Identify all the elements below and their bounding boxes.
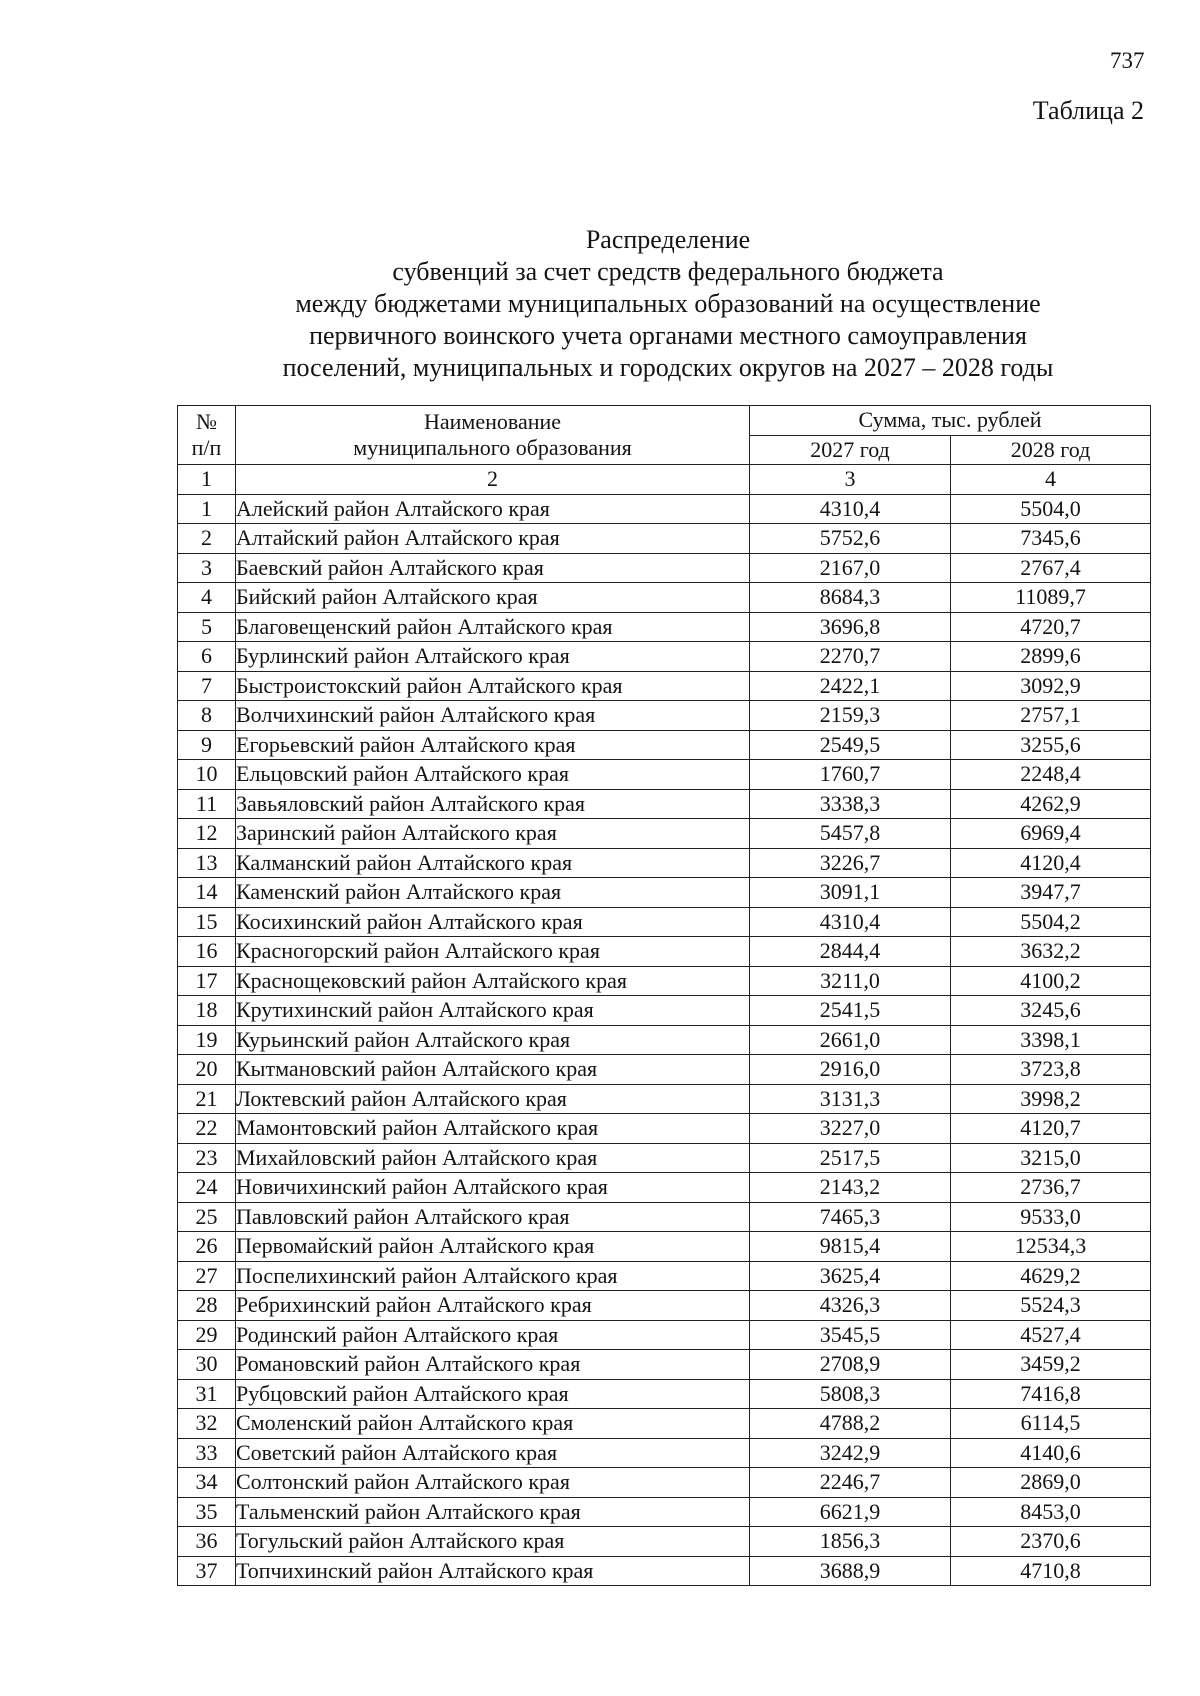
amount-2028-cell: 3459,2 [951, 1350, 1151, 1380]
amount-2027-cell: 2143,2 [750, 1173, 951, 1203]
amount-2028-cell: 6969,4 [951, 819, 1151, 849]
table-row [178, 937, 1151, 967]
municipality-name-cell: Родинский район Алтайского края [236, 1320, 750, 1350]
table-row [178, 760, 1151, 790]
table-header [178, 406, 1151, 495]
municipality-name-cell: Павловский район Алтайского края [236, 1202, 750, 1232]
municipality-name-cell: Кытмановский район Алтайского края [236, 1055, 750, 1085]
header-year-2027: 2027 год [750, 435, 951, 465]
amount-2027-cell: 4310,4 [750, 907, 951, 937]
amount-2028-cell: 4120,4 [951, 848, 1151, 878]
row-number-cell: 35 [178, 1497, 236, 1527]
amount-2027-cell: 3242,9 [750, 1438, 951, 1468]
amount-2028-cell: 7345,6 [951, 524, 1151, 554]
amount-2027-cell: 3227,0 [750, 1114, 951, 1144]
municipality-name-cell: Калманский район Алтайского края [236, 848, 750, 878]
amount-2028-cell: 4710,8 [951, 1556, 1151, 1586]
amount-2027-cell: 2159,3 [750, 701, 951, 731]
table-row [178, 819, 1151, 849]
amount-2028-cell: 7416,8 [951, 1379, 1151, 1409]
municipality-name-cell: Поспелихинский район Алтайского края [236, 1261, 750, 1291]
amount-2028-cell: 4527,4 [951, 1320, 1151, 1350]
municipality-name-cell: Краснощековский район Алтайского края [236, 966, 750, 996]
distribution-table [177, 405, 1151, 1586]
table-row [178, 996, 1151, 1026]
amount-2028-cell: 3947,7 [951, 878, 1151, 908]
amount-2028-cell: 3998,2 [951, 1084, 1151, 1114]
municipality-name-cell: Ельцовский район Алтайского края [236, 760, 750, 790]
row-number-cell: 23 [178, 1143, 236, 1173]
amount-2027-cell: 3338,3 [750, 789, 951, 819]
amount-2027-cell: 2708,9 [750, 1350, 951, 1380]
row-number-cell: 16 [178, 937, 236, 967]
municipality-name-cell: Косихинский район Алтайского края [236, 907, 750, 937]
row-number-cell: 7 [178, 671, 236, 701]
row-number-cell: 29 [178, 1320, 236, 1350]
page-number: 737 [1110, 48, 1145, 73]
row-number-cell: 5 [178, 612, 236, 642]
amount-2028-cell: 11089,7 [951, 583, 1151, 613]
table-row [178, 848, 1151, 878]
amount-2028-cell: 4100,2 [951, 966, 1151, 996]
row-number-cell: 1 [178, 494, 236, 524]
municipality-name-cell: Локтевский район Алтайского края [236, 1084, 750, 1114]
row-number-cell: 13 [178, 848, 236, 878]
municipality-name-cell: Михайловский район Алтайского края [236, 1143, 750, 1173]
row-number-cell: 24 [178, 1173, 236, 1203]
row-number-cell: 36 [178, 1527, 236, 1557]
header-name-line1: Наименование [423, 409, 562, 434]
municipality-name-cell: Советский район Алтайского края [236, 1438, 750, 1468]
row-number-cell: 30 [178, 1350, 236, 1380]
amount-2027-cell: 2661,0 [750, 1025, 951, 1055]
table-row [178, 966, 1151, 996]
amount-2028-cell: 4120,7 [951, 1114, 1151, 1144]
row-number-cell: 3 [178, 553, 236, 583]
table-row [178, 1084, 1151, 1114]
amount-2027-cell: 9815,4 [750, 1232, 951, 1262]
amount-2028-cell: 9533,0 [951, 1202, 1151, 1232]
amount-2028-cell: 8453,0 [951, 1497, 1151, 1527]
municipality-name-cell: Заринский район Алтайского края [236, 819, 750, 849]
amount-2028-cell: 2869,0 [951, 1468, 1151, 1498]
amount-2027-cell: 7465,3 [750, 1202, 951, 1232]
table-row [178, 1409, 1151, 1439]
municipality-name-cell: Первомайский район Алтайского края [236, 1232, 750, 1262]
title-line: субвенций за счет средств федерального бюджета [392, 257, 944, 286]
table-row [178, 494, 1151, 524]
table-row [178, 1143, 1151, 1173]
municipality-name-cell: Смоленский район Алтайского края [236, 1409, 750, 1439]
row-number-cell: 11 [178, 789, 236, 819]
table-row [178, 1025, 1151, 1055]
amount-2028-cell: 6114,5 [951, 1409, 1151, 1439]
row-number-cell: 15 [178, 907, 236, 937]
amount-2028-cell: 2757,1 [951, 701, 1151, 731]
amount-2027-cell: 3688,9 [750, 1556, 951, 1586]
table-row [178, 524, 1151, 554]
row-number-cell: 31 [178, 1379, 236, 1409]
table-row [178, 642, 1151, 672]
amount-2027-cell: 2916,0 [750, 1055, 951, 1085]
table-row [178, 671, 1151, 701]
amount-2027-cell: 1760,7 [750, 760, 951, 790]
table-row [178, 1173, 1151, 1203]
table-row [178, 1497, 1151, 1527]
table-row [178, 701, 1151, 731]
amount-2027-cell: 3211,0 [750, 966, 951, 996]
column-number-cell: 1 [178, 465, 236, 495]
column-number-cell: 4 [951, 465, 1151, 495]
amount-2028-cell: 4629,2 [951, 1261, 1151, 1291]
row-number-cell: 12 [178, 819, 236, 849]
table-row [178, 878, 1151, 908]
row-number-cell: 2 [178, 524, 236, 554]
municipality-name-cell: Ребрихинский район Алтайского края [236, 1291, 750, 1321]
header-number-line1: № [196, 409, 217, 434]
table-row [178, 1114, 1151, 1144]
table-row [178, 553, 1151, 583]
amount-2028-cell: 12534,3 [951, 1232, 1151, 1262]
amount-2028-cell: 2767,4 [951, 553, 1151, 583]
municipality-name-cell: Солтонский район Алтайского края [236, 1468, 750, 1498]
header-number-cell [178, 406, 236, 465]
municipality-name-cell: Тальменский район Алтайского края [236, 1497, 750, 1527]
amount-2028-cell: 3398,1 [951, 1025, 1151, 1055]
amount-2027-cell: 2549,5 [750, 730, 951, 760]
row-number-cell: 32 [178, 1409, 236, 1439]
table-row [178, 1261, 1151, 1291]
municipality-name-cell: Новичихинский район Алтайского края [236, 1173, 750, 1203]
amount-2027-cell: 8684,3 [750, 583, 951, 613]
row-number-cell: 17 [178, 966, 236, 996]
row-number-cell: 21 [178, 1084, 236, 1114]
amount-2027-cell: 4788,2 [750, 1409, 951, 1439]
amount-2028-cell: 3215,0 [951, 1143, 1151, 1173]
table-row [178, 1291, 1151, 1321]
municipality-name-cell: Завьяловский район Алтайского края [236, 789, 750, 819]
amount-2028-cell: 3245,6 [951, 996, 1151, 1026]
table-row [178, 1350, 1151, 1380]
table-row [178, 789, 1151, 819]
municipality-name-cell: Баевский район Алтайского края [236, 553, 750, 583]
amount-2027-cell: 2167,0 [750, 553, 951, 583]
column-number-cell: 3 [750, 465, 951, 495]
amount-2027-cell: 2541,5 [750, 996, 951, 1026]
row-number-cell: 25 [178, 1202, 236, 1232]
municipality-name-cell: Каменский район Алтайского края [236, 878, 750, 908]
row-number-cell: 9 [178, 730, 236, 760]
municipality-name-cell: Курьинский район Алтайского края [236, 1025, 750, 1055]
amount-2027-cell: 4310,4 [750, 494, 951, 524]
amount-2027-cell: 2844,4 [750, 937, 951, 967]
municipality-name-cell: Алтайский район Алтайского края [236, 524, 750, 554]
amount-2027-cell: 2246,7 [750, 1468, 951, 1498]
amount-2028-cell: 4720,7 [951, 612, 1151, 642]
amount-2028-cell: 4140,6 [951, 1438, 1151, 1468]
row-number-cell: 22 [178, 1114, 236, 1144]
row-number-cell: 4 [178, 583, 236, 613]
document-title [0, 224, 1200, 384]
municipality-name-cell: Волчихинский район Алтайского края [236, 701, 750, 731]
header-number-line2: п/п [191, 435, 222, 460]
row-number-cell: 14 [178, 878, 236, 908]
table-row [178, 1556, 1151, 1586]
table-body [178, 494, 1151, 1586]
amount-2028-cell: 3632,2 [951, 937, 1151, 967]
header-name-cell [236, 406, 750, 465]
title-line: первичного воинского учета органами местного самоуправления [309, 321, 1027, 350]
amount-2027-cell: 3131,3 [750, 1084, 951, 1114]
amount-2027-cell: 5457,8 [750, 819, 951, 849]
amount-2028-cell: 4262,9 [951, 789, 1151, 819]
amount-2027-cell: 2422,1 [750, 671, 951, 701]
amount-2027-cell: 5752,6 [750, 524, 951, 554]
table-row [178, 1527, 1151, 1557]
amount-2027-cell: 3091,1 [750, 878, 951, 908]
amount-2028-cell: 3723,8 [951, 1055, 1151, 1085]
amount-2027-cell: 6621,9 [750, 1497, 951, 1527]
amount-2028-cell: 5504,0 [951, 494, 1151, 524]
title-line: Распределение [585, 225, 751, 254]
row-number-cell: 19 [178, 1025, 236, 1055]
table-label: Таблица 2 [1032, 96, 1144, 125]
column-number-cell: 2 [236, 465, 750, 495]
row-number-cell: 26 [178, 1232, 236, 1262]
title-line: между бюджетами муниципальных образований на осуществление [295, 289, 1041, 318]
municipality-name-cell: Алейский район Алтайского края [236, 494, 750, 524]
row-number-cell: 33 [178, 1438, 236, 1468]
table-row [178, 907, 1151, 937]
row-number-cell: 28 [178, 1291, 236, 1321]
amount-2027-cell: 3226,7 [750, 848, 951, 878]
amount-2028-cell: 2370,6 [951, 1527, 1151, 1557]
row-number-cell: 6 [178, 642, 236, 672]
table-row [178, 730, 1151, 760]
amount-2028-cell: 2736,7 [951, 1173, 1151, 1203]
amount-2027-cell: 2270,7 [750, 642, 951, 672]
municipality-name-cell: Быстроистокский район Алтайского края [236, 671, 750, 701]
municipality-name-cell: Красногорский район Алтайского края [236, 937, 750, 967]
amount-2027-cell: 2517,5 [750, 1143, 951, 1173]
table-row [178, 1438, 1151, 1468]
table-row [178, 583, 1151, 613]
municipality-name-cell: Тогульский район Алтайского края [236, 1527, 750, 1557]
municipality-name-cell: Рубцовский район Алтайского края [236, 1379, 750, 1409]
header-sum-cell: Сумма, тыс. рублей [750, 406, 1151, 436]
table-row [178, 1202, 1151, 1232]
municipality-name-cell: Бийский район Алтайского края [236, 583, 750, 613]
municipality-name-cell: Бурлинский район Алтайского края [236, 642, 750, 672]
table-row [178, 1379, 1151, 1409]
header-year-2028: 2028 год [951, 435, 1151, 465]
amount-2028-cell: 5524,3 [951, 1291, 1151, 1321]
municipality-name-cell: Топчихинский район Алтайского края [236, 1556, 750, 1586]
row-number-cell: 20 [178, 1055, 236, 1085]
header-name-line2: муниципального образования [353, 435, 632, 460]
amount-2027-cell: 3625,4 [750, 1261, 951, 1291]
amount-2028-cell: 2248,4 [951, 760, 1151, 790]
table-row [178, 1055, 1151, 1085]
amount-2027-cell: 3545,5 [750, 1320, 951, 1350]
row-number-cell: 18 [178, 996, 236, 1026]
municipality-name-cell: Благовещенский район Алтайского края [236, 612, 750, 642]
amount-2027-cell: 4326,3 [750, 1291, 951, 1321]
row-number-cell: 10 [178, 760, 236, 790]
row-number-cell: 8 [178, 701, 236, 731]
table-row [178, 1232, 1151, 1262]
municipality-name-cell: Крутихинский район Алтайского края [236, 996, 750, 1026]
table-row [178, 1468, 1151, 1498]
municipality-name-cell: Мамонтовский район Алтайского края [236, 1114, 750, 1144]
row-number-cell: 34 [178, 1468, 236, 1498]
amount-2027-cell: 3696,8 [750, 612, 951, 642]
row-number-cell: 37 [178, 1556, 236, 1586]
amount-2027-cell: 5808,3 [750, 1379, 951, 1409]
municipality-name-cell: Романовский район Алтайского края [236, 1350, 750, 1380]
municipality-name-cell: Егорьевский район Алтайского края [236, 730, 750, 760]
row-number-cell: 27 [178, 1261, 236, 1291]
table-row [178, 1320, 1151, 1350]
amount-2028-cell: 3092,9 [951, 671, 1151, 701]
title-line: поселений, муниципальных и городских округов на 2027 – 2028 годы [282, 353, 1054, 382]
table-row [178, 612, 1151, 642]
amount-2028-cell: 2899,6 [951, 642, 1151, 672]
amount-2028-cell: 3255,6 [951, 730, 1151, 760]
amount-2027-cell: 1856,3 [750, 1527, 951, 1557]
amount-2028-cell: 5504,2 [951, 907, 1151, 937]
